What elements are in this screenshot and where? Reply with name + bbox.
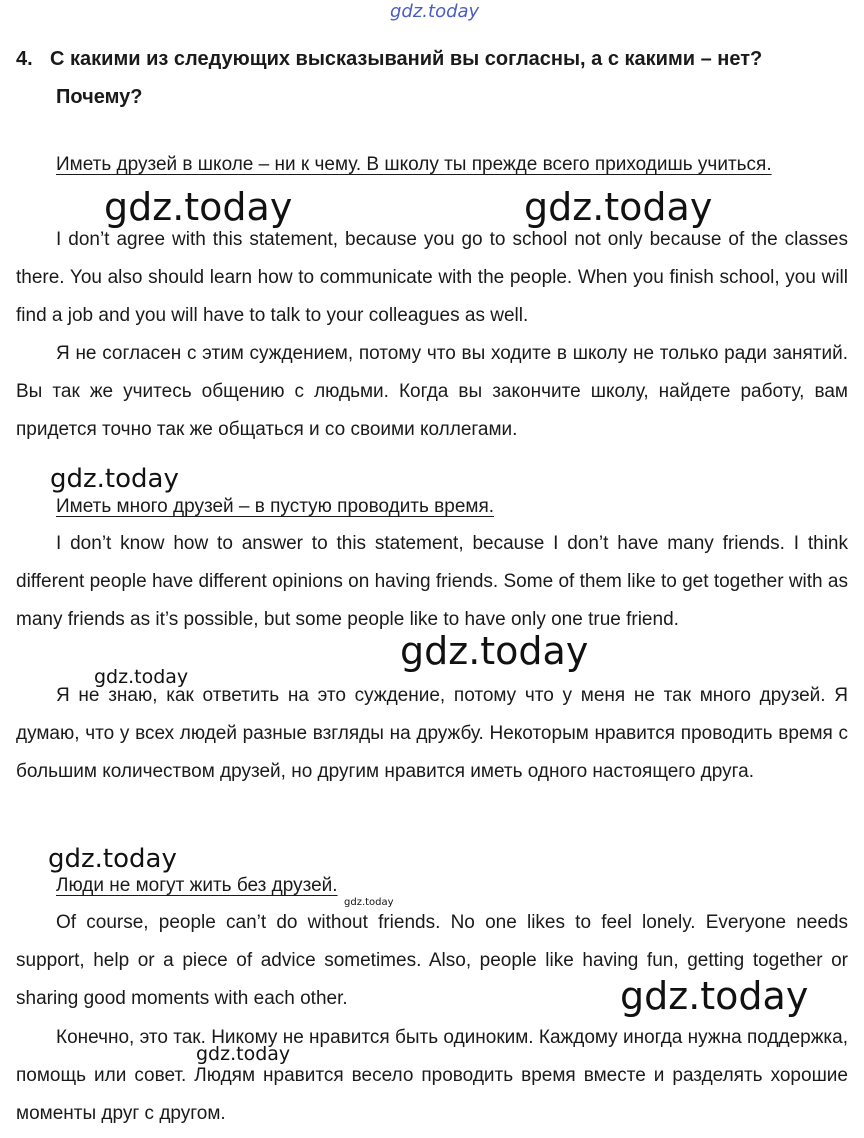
watermark: gdz.today: [400, 629, 589, 673]
question-text-line1: С какими из следующих высказываний вы согласны, а с какими – нет?: [50, 48, 763, 70]
watermark: gdz.today: [50, 464, 179, 494]
statement-3: Люди не могут жить без друзей.: [56, 875, 338, 896]
watermark: gdz.today: [620, 974, 809, 1018]
watermark: gdz.today: [344, 897, 394, 908]
answer-english-3: Of course, people can’t do without friends. No one likes to feel lonely. Everyone needs support, help or a piece of advice sometimes. Also, people like having fun, getting together or sharing good moments with each other.: [16, 912, 848, 1009]
question-text-line2: Почему?: [56, 86, 143, 108]
answer-english-2: I don’t know how to answer to this statement, because I don’t have many friends. I think different people have different opinions on having friends. Some of them like to get together with as many friends as it’s possible, but some people like to have only one true friend.: [16, 533, 848, 630]
watermark: gdz.today: [94, 666, 189, 688]
watermark: gdz.today: [48, 844, 177, 874]
watermark: gdz.today: [196, 1043, 291, 1065]
watermark-top: gdz.today: [390, 1, 480, 22]
statement-1: Иметь друзей в школе – ни к чему. В школу ты прежде всего приходишь учиться.: [56, 154, 772, 175]
question-number: 4.: [16, 48, 33, 70]
question-heading: [16, 40, 856, 116]
watermark: gdz.today: [524, 185, 713, 229]
answer-russian-3: Конечно, это так. Никому не нравится быть одиноким. Каждому иногда нужна поддержка, помощь или совет. Людям нравится весело проводить время вместе и разделять хорошие моменты друг с другом.: [16, 1027, 848, 1124]
statement-2: Иметь много друзей – в пустую проводить время.: [56, 496, 495, 517]
answer-russian-1: Я не согласен с этим суждением, потому что вы ходите в школу не только ради занятий. Вы так же учитесь общению с людьми. Когда вы закончите школу, найдете работу, вам придется точно так же общаться и со своими коллегами.: [16, 343, 848, 440]
answer-russian-2: Я не знаю, как ответить на это суждение, потому что у меня не так много друзей. Я думаю, что у всех людей разные взгляды на дружбу. Некоторым нравится проводить время с большим количеством друзей, но другим нравится иметь одного настоящего друга.: [16, 685, 848, 782]
watermark: gdz.today: [104, 185, 293, 229]
answer-english-1: I don’t agree with this statement, because you go to school not only because of the classes there. You also should learn how to communicate with the people. When you finish school, you will find a job and you will have to talk to your colleagues as well.: [16, 229, 848, 326]
